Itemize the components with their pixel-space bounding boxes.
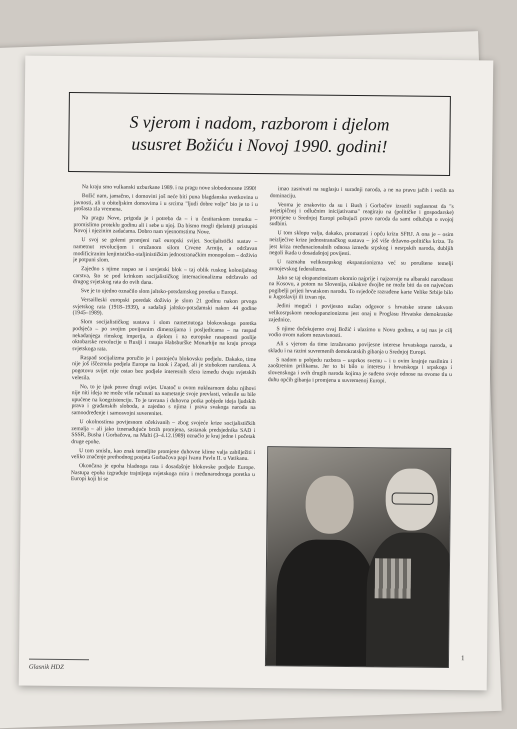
paragraph: Okončana je epoha hladnoga rata i dosadašnje blokovske podjele Europe. Nastupa epoha izgrađuje trajnijega svjetskoga mira i međunarodnoga poretka u Europi koji bi se [70, 463, 256, 483]
left-column [71, 184, 258, 487]
paragraph: No, to je ipak posve drugi svijet. Unatoč u ovom nuklearnom dobu njihovi nije niti ideja ne može više računati na nametanje svoje prevlasti, velesile su bile upućene na koegzistenciju. To je tavrana i duhovna potka pobjede ideja ljudskih prava i građanskih sloboda, a zajedno s njima i prava svakoga naroda na samoodređenje i samosvojni suverenitet. [71, 383, 256, 417]
paragraph: Veoma je znakovito da su i Bush i Gorbačov izrazili suglasnost da "s nejetipičnoj i odlučnim inicijativama" reagiraju na (političke i gospodarske) promjene u Srednjoj Europi poštujući pravo naroda da sami odlučuju o svojoj sudbini. [269, 201, 454, 228]
paragraph: U svoj se golemi promjeni naš europski svijet. Socijalistički sustav – nametnut revolucijom i oružanom silom Crvene Armije, a održavan modificiranim lenjinističko-staljinističkim jednostranačkim monopolom – doživio je potpuni slom. [73, 237, 258, 264]
paragraph: Raspad socijalizma poručio je i postojeću blokovsku podjelu. Dakako, time nije još iščeznula podjela Europe na Istok i Zapad, ali je stubokom narušena. A pogotovu svijet nije ostao bez podjele interesnih sfera između dvaju svjetskih velesila. [71, 354, 257, 381]
paragraph: Božić nam, jamačno, i domovini još neće biti puna blagdanska svetkovina u javnosti, ali u obiteljskim domovima i u srcima "ljudi dobre volje" bio je to i u prošasta zla vremena. [73, 193, 258, 213]
page-number: 1 [460, 654, 465, 663]
headline-line-2: ususret Božiću i Novoj 1990. godini! [131, 133, 388, 157]
footer-rule [29, 659, 89, 661]
paragraph: U tom sklopu valja, dakako, promatrati i opću krizu SFRJ. A ona je – osim neizljećive krize jednostranačkog sustava – još više državno-politička kriza. To jest kriza međunacionalnih odnosa između srpskog i nesrpskih naroda, dubljih negoli ikada u dosadašnjoj povijesti. [269, 230, 454, 258]
paragraph: S njime dočekujemo ovaj Božić i ulazimo u Novu godinu, a taj nas je cilj vodio ovom našom nezavisnosti. [268, 325, 453, 340]
headline-box [68, 92, 451, 176]
paragraph: Na kraju smo vulkanski uzburkane 1989. i na pragu nove slobodonosne 1990! [81, 184, 257, 192]
paragraph: Jedini mogući i povijesno nužan odgovor s hrvatske strane takvom velikosrpskom neoekspanzionizmu jest onaj u Proglasu Hrvatske demokratske zajednice. [268, 303, 453, 324]
paragraph: Na pragu Nove, prigoda je i potreba da – i u čestitarskom trenutku – promislimo proteklu godinu ali i sebe u njoj. Da bismo mogli djelatniji pristupiti Novoj i njezinim zadaćama. Dobro nam vjesnomstima Nove. [73, 215, 258, 236]
paragraph: U tom smislu, kao znak temeljite promjene duhovne klime valja zabilježiti i veliko značenje prethodnog posjeta Gorbačova papi Ivanu Pavlu II. u Vatikanu. [71, 447, 256, 463]
paragraph: U okolnostima povijesnom očekivanih – zbog svojeće krize socijalističkih zemalja – ali jako iznenađujuće brzih promjena, sastanak predsjednika SAD i SSSR, Busha i Gorbačova, na Malti (3–4.12.1989) označio je kraj jedne i početak druge epohe. [71, 419, 256, 446]
photo-two-men [265, 446, 451, 668]
paragraph: Ali s vjerom da time izražavamo povijesne interese hrvatskoga naroda, u skladu i na razini suvremenih demokratskih gibanja u Srednjoj Europi. [268, 341, 453, 356]
paragraph: Sve je to ujedno označilo slom jaltsko-potsdamskog poretka u Europi. [80, 288, 238, 297]
paragraph: U razmahu velikosrpskog ekspanzionizma već su poruštene temelji avnojevskog federalizma. [269, 259, 454, 273]
paragraph: imao zasnivati na suglasju i suradnji naroda, a ne na pravu jačih i većih na dominaciju. [269, 186, 454, 200]
headline [129, 111, 389, 158]
headline-line-1: S vjerom i nadom, razborom i djelom [129, 111, 390, 135]
paragraph: Versailleski europski poredak doživio je slom 21 godinu nakon prvoga svjetskog rata (1918–1939), a sadašnji jaltsko-potsdamski nakon 44 godine (1945–1989). [72, 297, 257, 317]
paragraph: Slom socijalističkog sustava i slom nametnutoga blokovskoga poretka podsjeća – po svojim povijesnim dimenzijama i posljedicama – na raspad nekadanjega rimskog imperija, a djelom i na europske rasapnosti poslije oktobarske revolucije u Rusiji i rasapa Habsburške Monarhije na kraju prvoga svjetskoga rata. [72, 319, 257, 353]
paragraph: Zajedno s njime raspao se i sovjetski blok – taj oblik ruskog kolonijalnog carstva, što se pod krinkom socijalističkog internacionalizma održavalo od drugog svjetskog rata do ovih dana. [72, 266, 258, 287]
newsletter-page [19, 56, 494, 691]
right-column [268, 186, 454, 387]
publication-name: Glasnik HDZ [28, 663, 64, 672]
paragraph: S nadom u pobjedu razbora – usprkos svemu – i u ovim krajnje nasilnim i zaoštrenim prilikama. Jer to bi bilo u interesu i hrvatskoga i srpskoga i slovenskoga i svih drugih naroda kojima je suđeno svoje odnose na ovome tlu u duhu općih gibanja i promjena u suvremenoj Europi. [267, 356, 453, 384]
paragraph: Jako se taj ekspanzionizam okomio najprije i najzornije na albanski narodnost na Kosovu, a potom na Slovenija, nikakve dvojbe ne može biti da on najvećom pogibelji prijeti hrvatskom narodu. To svjedoče razrađene karte Velike Srbije bilo u Jugoslaviji ili izvan nje. [268, 274, 454, 302]
